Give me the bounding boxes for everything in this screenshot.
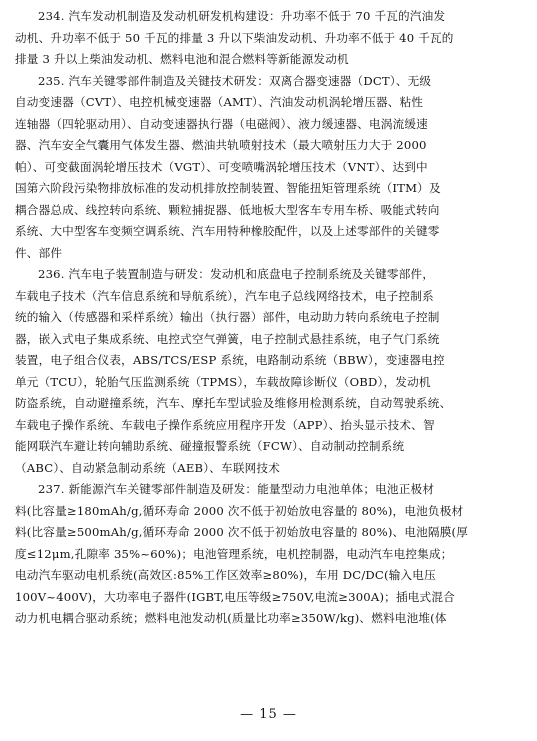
paragraph-p235-line: 235. 汽车关键零部件制造及关键技术研发：双离合器变速器（DCT）、无级: [38, 73, 432, 88]
page-number: — 15 —: [240, 707, 297, 722]
paragraph-p235-line: 帕）、可变截面涡轮增压技术（VGT）、可变喷嘴涡轮增压技术（VNT）、达到中: [15, 159, 428, 174]
paragraph-p235-line: 件、部件: [15, 245, 63, 260]
paragraph-p236-line: （ABC）、自动紧急制动系统（AEB）、车联网技术: [15, 460, 281, 475]
paragraph-p237-line: 电动汽车驱动电机系统(高效区:85%工作区效率≥80%)，车用 DC/DC(输入电压: [15, 568, 436, 582]
paragraph-p235-line: 连轴器（四轮驱动用）、自动变速器执行器（电磁阀）、液力缓速器、电涡流缓速: [15, 116, 428, 131]
document-body: [0, 6, 537, 630]
paragraph-p234-line: 234. 汽车发动机制造及发动机研发机构建设：升功率不低于 70 千瓦的汽油发: [38, 9, 446, 23]
paragraph-p236-line: 车载电子技术（汽车信息系统和导航系统），汽车电子总线网络技术，电子控制系: [15, 288, 434, 303]
paragraph-p235-line: 系统、大中型客车变频空调系统、汽车用特种橡胶配件，以及上述零部件的关键零: [15, 224, 440, 238]
paragraph-p236-line: 器，嵌入式电子集成系统、电控式空气弹簧，电子控制式悬挂系统，电子气门系统: [15, 331, 440, 346]
paragraph-p236-line: 车载电子操作系统、车载电子操作系统应用程序开发（APP）、抬头显示技术、智: [15, 417, 435, 432]
paragraph-p236-line: 单元（TCU），轮胎气压监测系统（TPMS），车载故障诊断仪（OBD），发动机: [15, 374, 431, 389]
paragraph-p237-line: 料(比容量≥500mAh/g,循环寿命 2000 次不低于初始放电容量的 80%)、电池隔膜(厚: [15, 525, 469, 539]
paragraph-p234-line: 排量 3 升以上柴油发动机、燃料电池和混合燃料等新能源发动机: [15, 52, 349, 66]
paragraph-p234-line: 动机、升功率不低于 50 千瓦的排量 3 升以下柴油发动机、升功率不低于 40 千瓦的: [15, 30, 454, 45]
paragraph-p236-line: 防盗系统，自动避撞系统，汽车、摩托车型试验及维修用检测系统，自动驾驶系统、: [15, 396, 452, 410]
paragraph-p237-line: 度≤12μm,孔隙率 35%~60%)；电池管理系统，电机控制器，电动汽车电控集成；: [15, 546, 453, 561]
paragraph-p237-line: 237. 新能源汽车关键零部件制造及研发：能量型动力电池单体；电池正极材: [38, 482, 435, 496]
paragraph-p235-line: 耦合器总成、线控转向系统、颗粒捕捉器、低地板大型客车专用车桥、吸能式转向: [15, 202, 440, 217]
paragraph-p236-line: 装置，电子组合仪表，ABS/TCS/ESP 系统，电路制动系统（BBW），变速器电控: [15, 353, 445, 367]
paragraph-p236-line: 统的输入（传感器和采样系统）输出（执行器）部件，电动助力转向系统电子控制: [15, 310, 440, 324]
paragraph-p235-line: 自动变速器（CVT）、电控机械变速器（AMT）、汽油发动机涡轮增压器、粘性: [15, 95, 424, 109]
paragraph-p235-line: 国第六阶段污染物排放标准的发动机排放控制装置、智能扭矩管理系统（ITM）及: [15, 181, 441, 195]
paragraph-p237-line: 动力机电耦合驱动系统；燃料电池发动机(质量比功率≥350W/kg)、燃料电池堆(体: [15, 611, 447, 625]
paragraph-p237-line: 料(比容量≥180mAh/g,循环寿命 2000 次不低于初始放电容量的 80%)，电池负极材: [15, 503, 464, 518]
paragraph-p237-line: 100V~400V)，大功率电子器件(IGBT,电压等级≥750V,电流≥300A)；插电式混合: [15, 589, 455, 604]
paragraph-p236-line: 236. 汽车电子装置制造与研发：发动机和底盘电子控制系统及关键零部件，: [38, 267, 435, 281]
paragraph-p235-line: 器、汽车安全气囊用气体发生器、燃油共轨喷射技术（最大喷射压力大于 2000: [15, 138, 427, 152]
paragraph-p236-line: 能网联汽车避让转向辅助系统、碰撞报警系统（FCW）、自动制动控制系统: [15, 439, 405, 453]
